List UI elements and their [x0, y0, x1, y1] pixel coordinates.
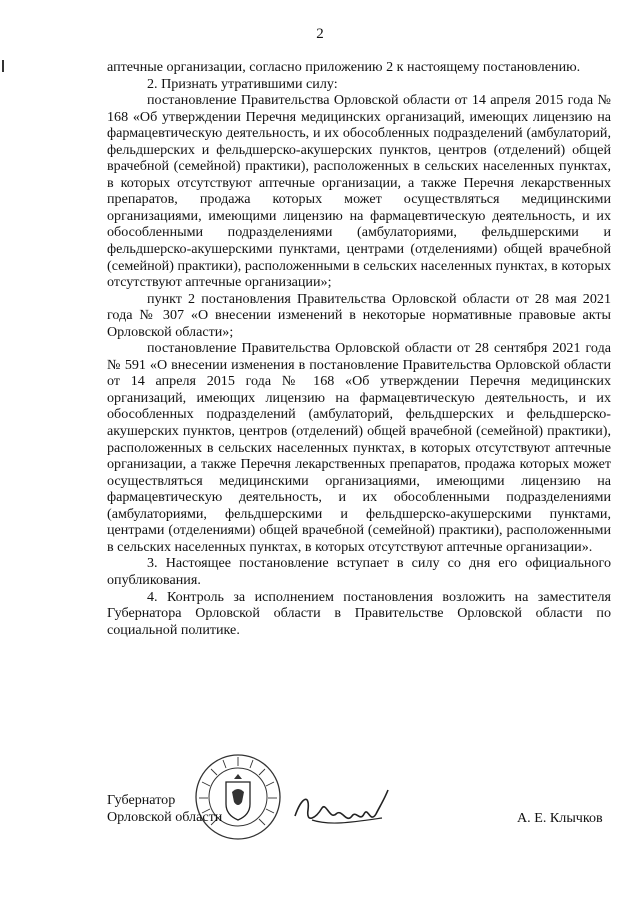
signatory-title	[107, 792, 222, 826]
handwritten-signature	[290, 780, 395, 840]
paragraph-resolution-307: пункт 2 постановления Правительства Орловской области от 28 мая 2021 года № 307 «О внесении изменений в некоторые нормативные правовые акты Орловской области»;	[107, 290, 611, 340]
paragraph-resolution-168: постановление Правительства Орловской области от 14 апреля 2015 года № 168 «Об утверждении Перечня медицинских организаций, имеющих лицензию на фармацевтическую деятельность, и их обособленных подразделений (амбулаторий, фельдшерских и фельдшерско-акушерских пунктов, центров (отделений) общей врачебной (семейной) практики), расположенных в сельских населенных пунктах, в которых отсутствуют аптечные организации, а также Перечня лекарственных препаратов, продажа которых может осуществляться медицинскими организациями, имеющими лицензию на фармацевтическую деятельность, и их обособленными подразделениями (амбулаториями, фельдшерскими и фельдшерско-акушерскими пунктами, центрами (отделениями) общей врачебной (семейной) практики), расположенными в сельских населенных пунктах, в которых отсутствуют аптечные организации»;	[107, 92, 611, 291]
paragraph-continuation: аптечные организации, согласно приложению 2 к настоящему постановлению.	[107, 59, 581, 75]
signatory-title-line1: Губернатор	[107, 792, 176, 808]
signatory-title-line2: Орловской области	[107, 809, 223, 825]
paragraph-resolution-591: постановление Правительства Орловской области от 28 сентября 2021 года № 591 «О внесении изменения в постановление Правительства Орловской области от 14 апреля 2015 года № 168 «Об утверждении Перечня медицинских организаций, имеющих лицензию на фармацевтическую деятельность, и их обособленных подразделений (амбулаторий, фельдшерских и фельдшерско-акушерских пунктов, центров (отделений) общей врачебной (семейной) практики), расположенных в сельских населенных пунктах, в которых отсутствуют аптечные организации, а также Перечня лекарственных препаратов, продажа которых может осуществляться медицинскими организациями, имеющими лицензию на фармацевтическую деятельность, и их обособленными подразделениями (амбулаториями, фельдшерскими и фельдшерско-акушерскими пунктами, центрами (отделениями) общей врачебной (семейной) практики), расположенными в сельских населенных пунктах, в которых отсутствуют аптечные организации».	[107, 340, 611, 555]
page-number: 2	[316, 26, 324, 42]
document-body	[107, 59, 611, 638]
paragraph-item-4: 4. Контроль за исполнением постановления возложить на заместителя Губернатора Орловской области в Правительстве Орловской области по социальной политике.	[107, 588, 611, 638]
paragraph-item-2: 2. Признать утратившими силу:	[147, 75, 338, 92]
paragraph-item-3: 3. Настоящее постановление вступает в силу со дня его официального опубликования.	[107, 555, 611, 588]
scan-edge-mark	[2, 60, 4, 72]
signatory-name: А. Е. Клычков	[517, 810, 603, 826]
